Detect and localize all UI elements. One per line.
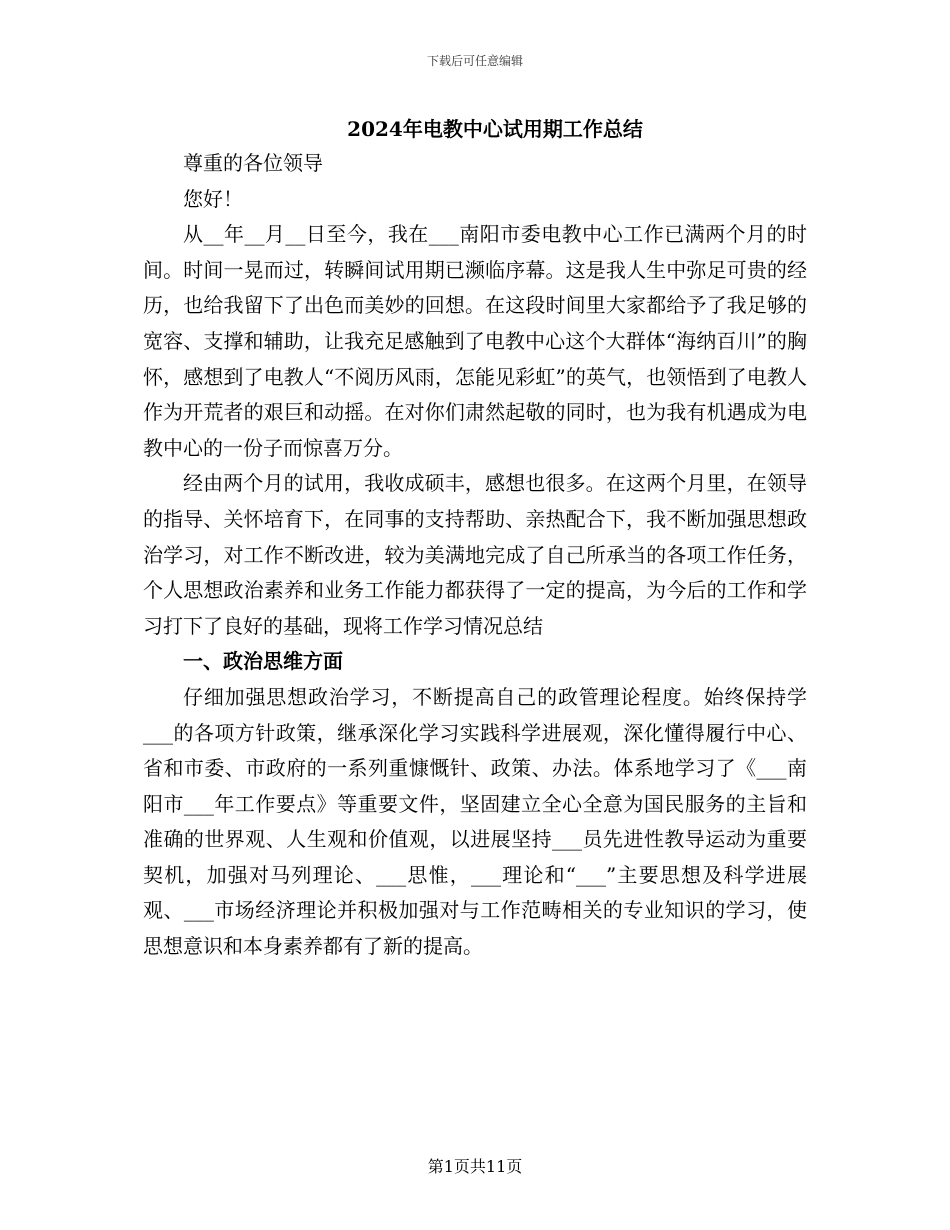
paragraph-intro: 从__年__月__日至今，我在___南阳市委电教中心工作已满两个月的时间。时间一晃而过，转瞬间试用期已濒临序幕。这是我人生中弥足可贵的经历，也给我留下了出色而美妙的回想。在这段时间里大家都给予了我足够的宽容、支撑和辅助，让我充足感触到了电教中心这个大群体“海纳百川”的胸怀，感想到了电教人“不阅历风雨，怎能见彩虹”的英气，也领悟到了电教人作为开荒者的艰巨和动摇。在对你们肃然起敬的同时，也为我有机遇成为电教中心的一份子而惊喜万分。 (143, 222, 807, 460)
header-note: 下载后可任意编辑 (426, 54, 523, 68)
document-title: 2024年电教中心试用期工作总结 (347, 117, 643, 141)
document-body (143, 146, 807, 965)
salutation: 尊重的各位领导 (183, 151, 323, 175)
page-number: 第1页共11页 (427, 1157, 523, 1176)
paragraph-summary: 经由两个月的试用，我收成硕丰，感想也很多。在这两个月里，在领导的指导、关怀培育下，在同事的支持帮助、亲热配合下，我不断加强思想政治学习，对工作不断改进，较为美满地完成了自己所承当的各项工作任务，个人思想政治素养和业务工作能力都获得了一定的提高，为今后的工作和学习打下了良好的基础，现将工作学习情况总结 (143, 471, 807, 638)
section-heading: 一、政治思维方面 (183, 649, 343, 674)
greeting: 您好！ (183, 186, 243, 211)
paragraph-politics: 仔细加强思想政治学习，不断提高自己的政管理论程度。始终保持学___的各项方针政策，继承深化学习实践科学进展观，深化懂得履行中心、省和市委、市政府的一系列重慷慨针、政策、办法。体系地学习了《___南阳市___年工作要点》等重要文件，坚固建立全心全意为国民服务的主旨和准确的世界观、人生观和价值观，以进展坚持___员先进性教导运动为重要契机，加强对马列理论、___思惟，___理论和“___”主要思想及科学进展观、___市场经济理论并积极加强对与工作范畴相关的专业知识的学习，使思想意识和本身素养都有了新的提高。 (143, 684, 807, 959)
